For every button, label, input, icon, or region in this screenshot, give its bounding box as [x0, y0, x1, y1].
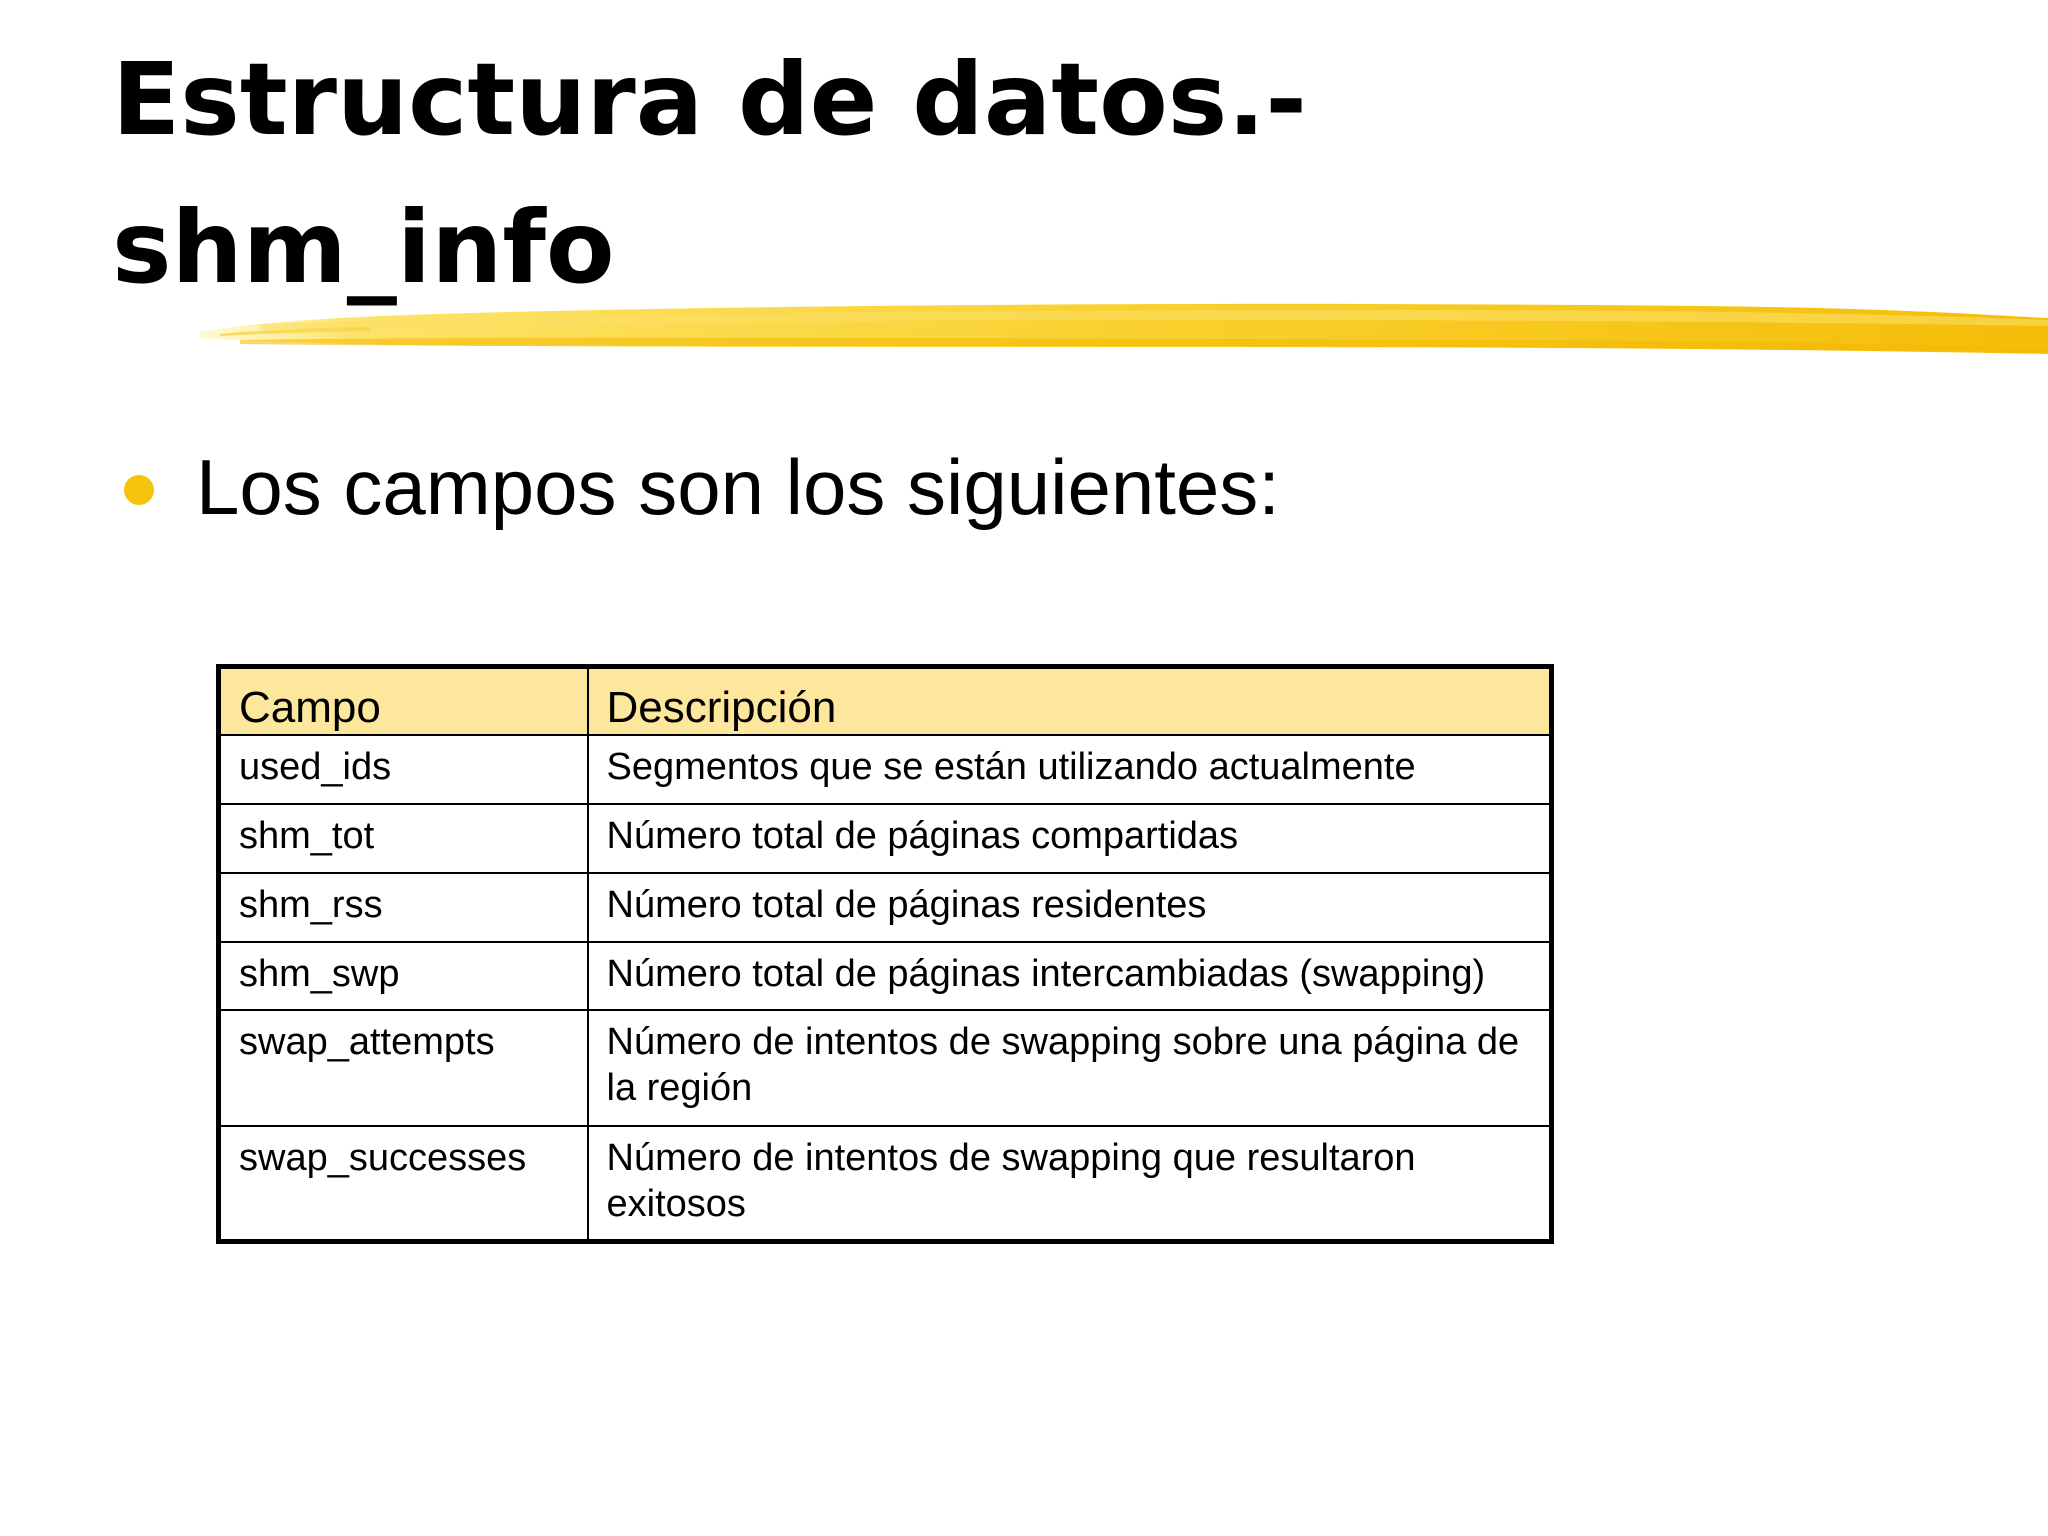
table-row: [219, 804, 1552, 873]
bullet-item: [124, 432, 1280, 542]
table-row: [219, 942, 1552, 1010]
table-header-descripcion: Descripción: [588, 667, 1552, 735]
descripcion-text: Segmentos que se están utilizando actualmente: [606, 745, 1416, 788]
campo-text: shm_tot: [239, 814, 375, 857]
table-cell-descripcion: [588, 735, 1552, 804]
table-header-campo: Campo: [219, 667, 588, 735]
table-row: [219, 735, 1552, 804]
table-cell-descripcion: [588, 804, 1552, 873]
table-row: [219, 1126, 1552, 1242]
table-cell-descripcion: [588, 873, 1552, 942]
campo-text: swap_attempts: [239, 1020, 495, 1063]
table-cell-campo: [219, 873, 588, 942]
table-header-row: [219, 667, 1552, 735]
campo-text: swap_successes: [239, 1136, 527, 1179]
descripcion-text: Número de intentos de swapping sobre una página de la región: [606, 1020, 1520, 1109]
campo-text: shm_rss: [239, 883, 383, 926]
descripcion-text: Número total de páginas compartidas: [606, 814, 1239, 857]
table-cell-descripcion: [588, 1126, 1552, 1242]
descripcion-text: Número total de páginas intercambiadas (swapping): [606, 952, 1486, 995]
table-cell-descripcion: [588, 1010, 1552, 1126]
table-row: [219, 873, 1552, 942]
table-cell-campo: [219, 735, 588, 804]
campo-text: shm_swp: [239, 952, 400, 995]
campo-text: used_ids: [239, 745, 392, 788]
brush-stroke-divider: [200, 296, 2048, 368]
table-cell-descripcion: [588, 942, 1552, 1010]
slide-title-line-1: Estructura de datos.-: [112, 41, 1307, 158]
slide-title: [112, 26, 1412, 322]
bullet-text: Los campos son los siguientes:: [196, 442, 1280, 531]
table-row: [219, 1010, 1552, 1126]
table-cell-campo: [219, 942, 588, 1010]
table-cell-campo: [219, 1010, 588, 1126]
fields-table: [216, 664, 1554, 1244]
slide-title-line-2: shm_info: [112, 189, 615, 306]
table-cell-campo: [219, 1126, 588, 1242]
descripcion-text: Número de intentos de swapping que resultaron exitosos: [606, 1136, 1416, 1225]
descripcion-text: Número total de páginas residentes: [606, 883, 1207, 926]
table-cell-campo: [219, 804, 588, 873]
bullet-dot-icon: [124, 475, 154, 505]
